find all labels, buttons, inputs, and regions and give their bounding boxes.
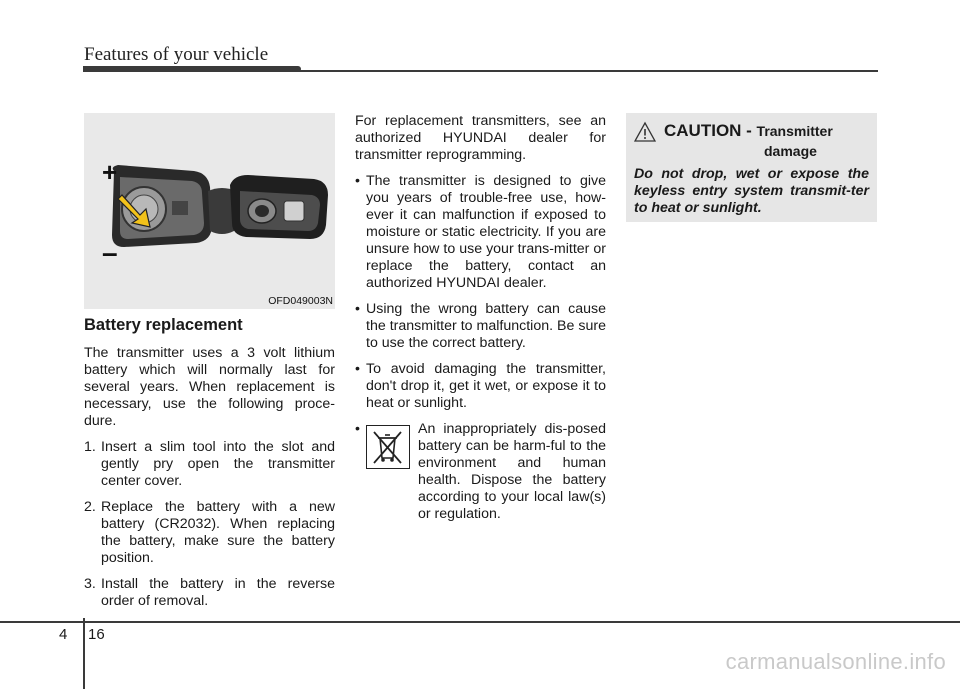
- list-item: [355, 361, 606, 412]
- bullet-icon: •: [355, 301, 360, 317]
- page-chapter: 4: [59, 626, 68, 643]
- note-text: To avoid damaging the transmitter, don't drop it, get it wet, or expose it to heat or sunlight.: [366, 361, 606, 411]
- bullet-icon: •: [355, 361, 360, 377]
- step-number: 3.: [84, 576, 96, 592]
- step-number: 1.: [84, 439, 96, 455]
- figure-code: OFD049003N: [268, 295, 333, 307]
- list-item: [84, 576, 335, 610]
- key-fob-figure: [84, 113, 335, 309]
- list-item: [84, 499, 335, 567]
- caution-box: [626, 113, 877, 222]
- recycle-note: [366, 421, 606, 523]
- footer-divider: [83, 618, 85, 689]
- step-text: Install the battery in the reverse order of removal.: [101, 576, 335, 609]
- warning-triangle-icon: [634, 121, 656, 143]
- list-item: [355, 301, 606, 352]
- header-rule-thin: [296, 70, 878, 72]
- column2-intro: For replacement transmitters, see an authorized HYUNDAI dealer for transmitter reprogramming.: [355, 113, 606, 163]
- watermark: carmanualsonline.info: [725, 649, 946, 674]
- page-number: 16: [88, 626, 105, 643]
- caution-body: Do not drop, wet or expose the keyless entry system transmit-ter to heat or sunlight.: [634, 166, 869, 216]
- step-text: Insert a slim tool into the slot and gently pry open the transmitter center cover.: [101, 439, 335, 489]
- section-intro: The transmitter uses a 3 volt lithium battery which will normally last for several years. When replacement is necessary, use the following proce-dure.: [84, 345, 335, 429]
- step-text: Replace the battery with a new battery (CR2032). When replacing the battery, make sure the battery position.: [101, 499, 335, 566]
- page-header-title: Features of your vehicle: [84, 44, 269, 65]
- notes-list: [355, 173, 606, 523]
- battery-replacement-column: [84, 315, 335, 619]
- caution-topic-line1: Transmitter: [756, 123, 833, 139]
- list-item: [355, 173, 606, 292]
- list-item: [84, 439, 335, 490]
- minus-sign: –: [102, 237, 118, 268]
- note-text: Using the wrong battery can cause the transmitter to malfunction. Be sure to use the correct battery.: [366, 301, 606, 351]
- caution-header: [634, 121, 869, 162]
- caution-word: CAUTION -: [664, 121, 757, 140]
- bullet-icon: •: [355, 173, 360, 189]
- caution-topic-line2: damage: [764, 143, 817, 159]
- transmitter-notes-column: [355, 113, 606, 532]
- caution-title: [664, 121, 833, 162]
- note-text: The transmitter is designed to give you years of trouble-free use, how-ever it can malfunction if exposed to moisture or static electricity. If you are unsure how to use your trans-mitter or replace the battery, contact an authorized HYUNDAI dealer.: [366, 173, 606, 291]
- step-number: 2.: [84, 499, 96, 515]
- footer-rule: [0, 621, 960, 623]
- plus-sign: +: [102, 157, 118, 187]
- crossed-bin-icon: [366, 425, 410, 469]
- steps-list: [84, 439, 335, 610]
- section-title: Battery replacement: [84, 316, 243, 334]
- recycle-text: An inappropriately dis-posed battery can be harm-ful to the environment and human health. Dispose the battery according to your local law(s) or regulation.: [418, 421, 606, 522]
- key-fob-illustration: [84, 113, 335, 309]
- list-item: [355, 421, 606, 523]
- bullet-icon: •: [355, 421, 360, 437]
- header-rule-thick: [83, 66, 301, 72]
